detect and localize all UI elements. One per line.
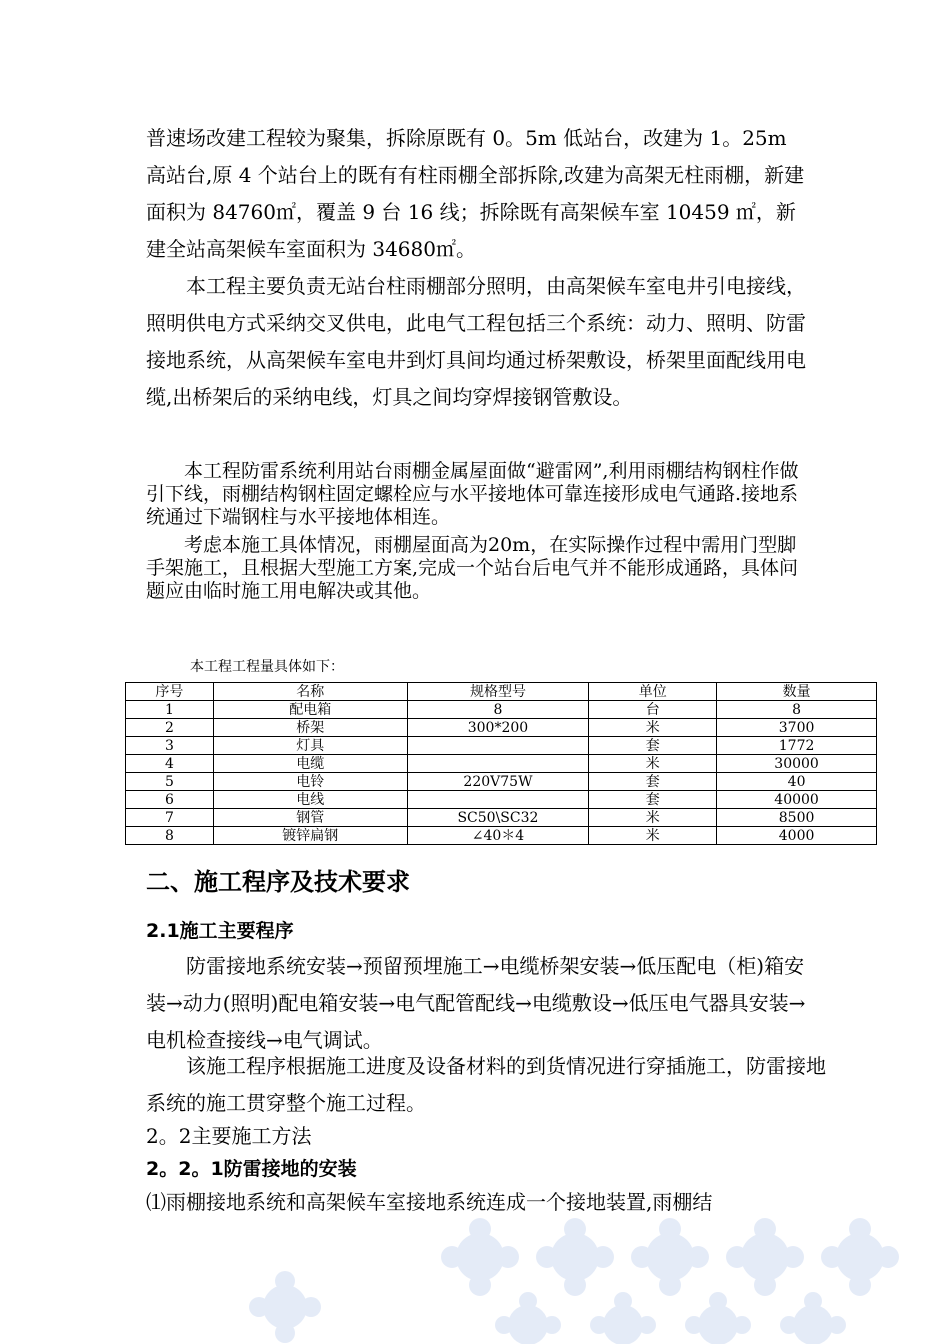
item-1-text: ⑴雨棚接地系统和高架候车室接地系统连成一个接地装置,雨棚结 [146, 1190, 713, 1214]
section-title: 二、施工程序及技术要求 [146, 868, 410, 896]
quantity-table [125, 682, 877, 845]
watermark-flower-icon [249, 1271, 321, 1343]
cell-index: 1 [126, 701, 214, 719]
watermark-flower-icon [495, 1292, 561, 1344]
cell-index: 5 [126, 773, 214, 791]
table-header-row [126, 683, 877, 701]
subsection-title-2-1: 2.1施工主要程序 [146, 920, 294, 942]
table-row [126, 791, 877, 809]
subsection-title-2-2-1: 2。2。1防雷接地的安装 [146, 1158, 357, 1180]
cell-index: 8 [126, 827, 214, 845]
cell-index: 4 [126, 755, 214, 773]
cell-quantity: 40000 [717, 791, 877, 809]
cell-unit: 米 [589, 719, 717, 737]
watermark-flower-icon [536, 1218, 614, 1296]
cell-quantity: 3700 [717, 719, 877, 737]
cell-index: 3 [126, 737, 214, 755]
header-spec: 规格型号 [407, 683, 589, 701]
cell-spec [407, 791, 589, 809]
cell-name: 电线 [213, 791, 407, 809]
watermark-flower-icon [780, 1292, 846, 1344]
cell-name: 配电箱 [213, 701, 407, 719]
cell-unit: 米 [589, 809, 717, 827]
cell-index: 7 [126, 809, 214, 827]
cell-name: 镀锌扁钢 [213, 827, 407, 845]
scope-paragraph: 本工程主要负责无站台柱雨棚部分照明，由高架候车室电井引电接线，照明供电方式采纳交叉供电，此电气工程包括三个系统：动力、照明、防雷接地系统，从高架候车室电井到灯具间均通过桥架敷设，桥架里面配线用电缆,出桥架后的采纳电线，灯具之间均穿焊接钢管敷设。 [146, 274, 806, 409]
cell-name: 灯具 [213, 737, 407, 755]
watermark-flower-icon [631, 1218, 709, 1296]
cell-name: 桥架 [213, 719, 407, 737]
header-index: 序号 [126, 683, 214, 701]
cell-name: 电缆 [213, 755, 407, 773]
cell-unit: 套 [589, 773, 717, 791]
cell-quantity: 1772 [717, 737, 877, 755]
cell-spec [407, 755, 589, 773]
table-row [126, 755, 877, 773]
watermark-flower-icon [685, 1292, 751, 1344]
cell-spec: 300*200 [407, 719, 589, 737]
cell-unit: 米 [589, 827, 717, 845]
table-row [126, 719, 877, 737]
watermark-flower-icon [590, 1292, 656, 1344]
cell-unit: 套 [589, 737, 717, 755]
table-row [126, 737, 877, 755]
cell-quantity: 8500 [717, 809, 877, 827]
cell-spec: ∠40＊4 [407, 827, 589, 845]
table-row [126, 809, 877, 827]
intro-paragraph: 普速场改建工程较为聚集，拆除原既有 0。5m 低站台，改建为 1。25m 高站台,原 4 个站台上的既有有柱雨棚全部拆除,改建为高架无柱雨棚，新建面积为 84760㎡，覆盖 9 台 16 线；拆除既有高架候车室 10459 ㎡，新建全站高架候车室面积为 34680㎡。 [146, 126, 805, 261]
cell-quantity: 30000 [717, 755, 877, 773]
table-caption: 本工程工程量具体如下： [190, 659, 344, 675]
header-quantity: 数量 [717, 683, 877, 701]
cell-spec: SC50\SC32 [407, 809, 589, 827]
procedure-paragraph: 防雷接地系统安装→预留预埋施工→电缆桥架安装→低压配电（柜)箱安装→动力(照明)配电箱安装→电气配管配线→电缆敷设→低压电气器具安装→电机检查接线→电气调试。 [146, 954, 806, 1052]
table-row [126, 827, 877, 845]
cell-spec: 8 [407, 701, 589, 719]
lightning-paragraph: 本工程防雷系统利用站台雨棚金属屋面做“避雷网”,利用雨棚结构钢柱作做引下线，雨棚结构钢柱固定螺栓应与水平接地体可靠连接形成电气通路.接地系统通过下端钢柱与水平接地体相连。 [146, 460, 799, 528]
watermark-pattern [0, 1195, 950, 1344]
watermark-flower-icon [726, 1218, 804, 1296]
cell-spec: 220V75W [407, 773, 589, 791]
cell-index: 6 [126, 791, 214, 809]
cell-spec [407, 737, 589, 755]
watermark-flower-icon [441, 1218, 519, 1296]
cell-quantity: 4000 [717, 827, 877, 845]
subsection-title-2-2: 2。2主要施工方法 [146, 1124, 312, 1148]
cell-name: 电铃 [213, 773, 407, 791]
cell-name: 钢管 [213, 809, 407, 827]
cell-quantity: 8 [717, 701, 877, 719]
procedure-note: 该施工程序根据施工进度及设备材料的到货情况进行穿插施工，防雷接地系统的施工贯穿整个施工过程。 [146, 1054, 826, 1115]
cell-unit: 米 [589, 755, 717, 773]
cell-quantity: 40 [717, 773, 877, 791]
cell-unit: 台 [589, 701, 717, 719]
cell-unit: 套 [589, 791, 717, 809]
table-row [126, 701, 877, 719]
scaffold-paragraph: 考虑本施工具体情况，雨棚屋面高为20m，在实际操作过程中需用门型脚手架施工，且根据大型施工方案,完成一个站台后电气并不能形成通路，具体问题应由临时施工用电解决或其他。 [146, 534, 799, 602]
header-unit: 单位 [589, 683, 717, 701]
cell-index: 2 [126, 719, 214, 737]
header-name: 名称 [213, 683, 407, 701]
table-row [126, 773, 877, 791]
watermark-flower-icon [821, 1218, 899, 1296]
